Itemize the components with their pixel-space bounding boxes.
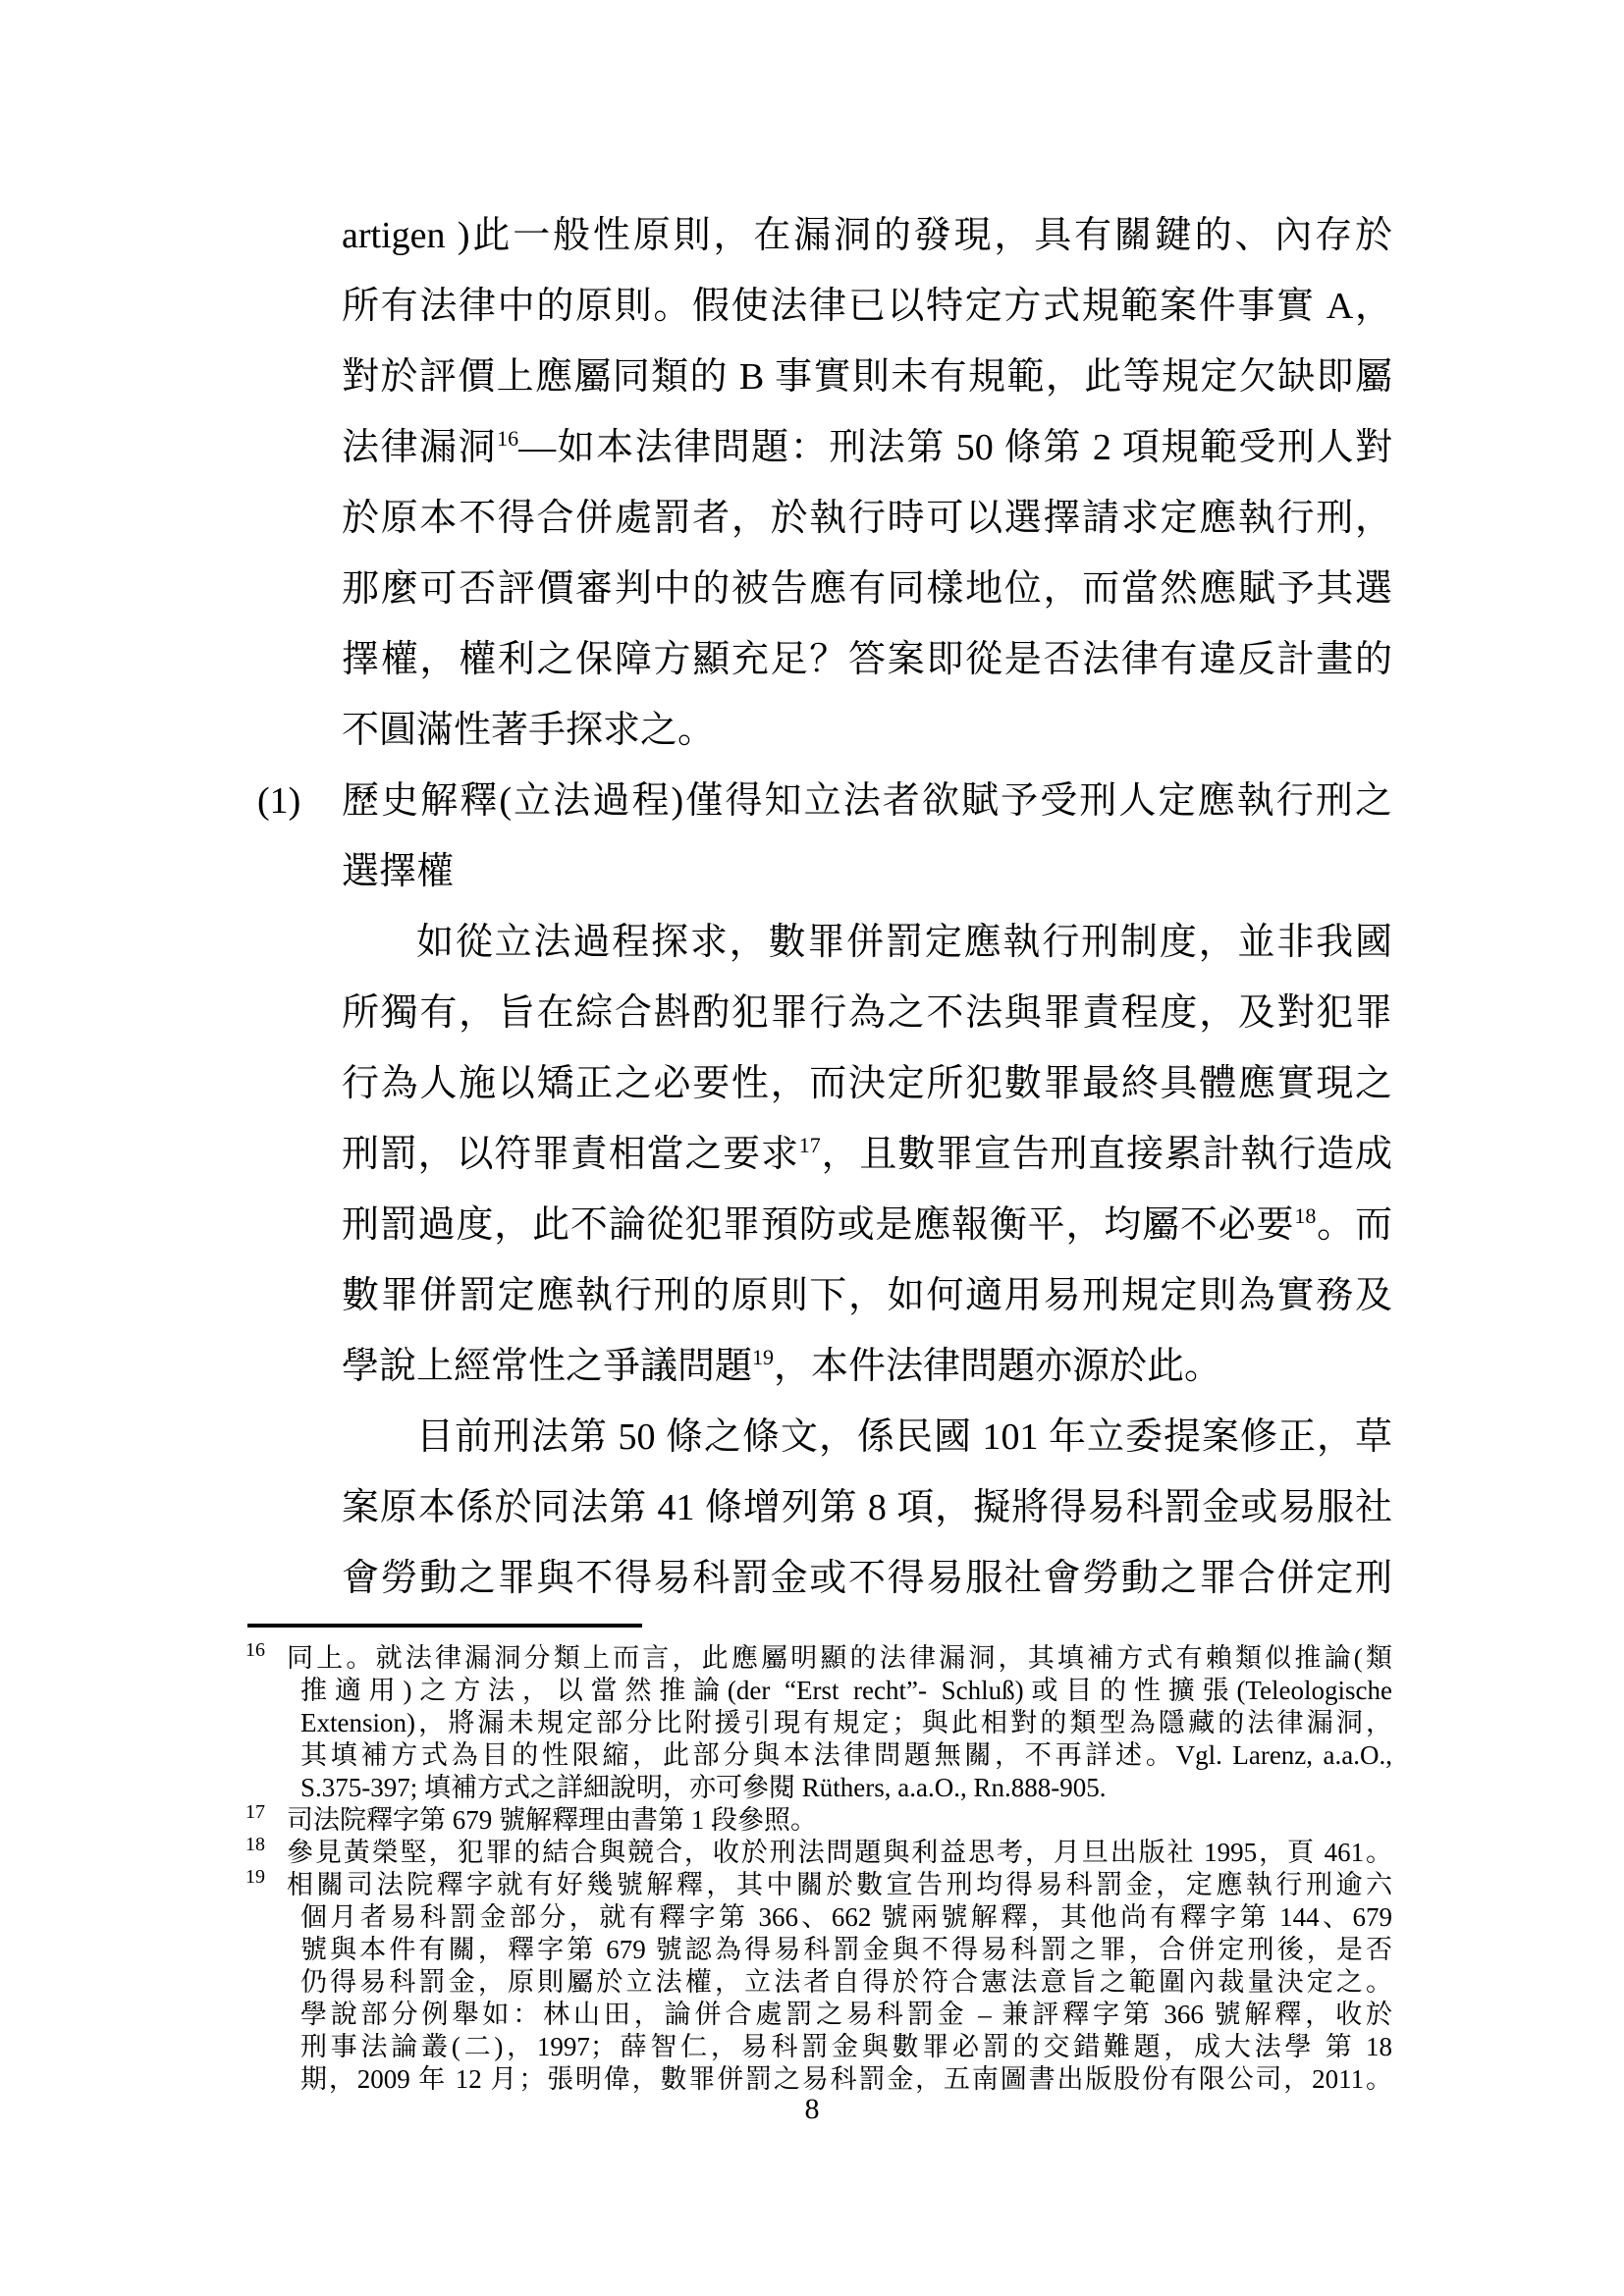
- footnote-ref: 16: [497, 426, 519, 451]
- body-line: 目前刑法第 50 條之條文，係民國 101 年立委提案修正，草: [416, 1416, 1392, 1458]
- body-line: 所獨有，旨在綜合斟酌犯罪行為之不法與罪責程度，及對犯罪: [342, 992, 1392, 1034]
- footnote-line: 司法院釋字第 679 號解釋理由書第 1 段參照。: [287, 1805, 817, 1835]
- footnote-separator: [247, 1624, 642, 1628]
- body-line: [257, 766, 1392, 836]
- footnote-line: 推適用)之方法，以當然推論(der “Erst recht”- Schluß)或目的性擴張(Teleologische: [300, 1676, 1392, 1705]
- footnotes-block: [245, 1639, 1392, 2096]
- body-line: [342, 1190, 1392, 1260]
- body-line-text: 。而: [1316, 1204, 1392, 1246]
- body-line-text: 法律漏洞: [342, 427, 498, 468]
- body-line: [342, 1119, 1392, 1190]
- footnote-marker: 18: [245, 1834, 265, 1855]
- footnote-line: Extension)，將漏未規定部分比附援引現有規定；與此相對的類型為隱藏的法律漏洞，: [300, 1708, 1392, 1737]
- body-line: artigen )此一般性原則，在漏洞的發現，具有關鍵的、內存於: [342, 215, 1392, 256]
- footnote-line: 仍得易科罰金，原則屬於立法權，立法者自得於符合憲法意旨之範圍內裁量決定之。: [300, 1967, 1392, 1997]
- footnote-line: 號與本件有關，釋字第 679 號認為得易科罰金與不得易科罰之罪，合併定刑後，是否: [300, 1935, 1392, 1964]
- footnote-line: 個月者易科罰金部分，就有釋字第 366、662 號兩號解釋，其他尚有釋字第 144、679: [300, 1902, 1392, 1932]
- body-line: 不圓滿性著手探求之。: [342, 710, 716, 751]
- body-line-text: 刑罰過度，此不論從犯罪預防或是應報衡平，均屬不必要: [342, 1204, 1295, 1246]
- footnote-line: 學說部分例舉如：林山田，論併合處罰之易科罰金 – 兼評釋字第 366 號解釋，收於: [300, 2000, 1392, 2029]
- body-line-text: 歷史解釋(立法過程)僅得知立法者欲賦予受刑人定應執行刑之: [342, 780, 1392, 822]
- footnote: [245, 1834, 1392, 1869]
- body-line: 數罪併罰定應執行刑的原則下，如何適用易刑規定則為實務及: [342, 1275, 1392, 1316]
- body-line: 所有法律中的原則。假使法律已以特定方式規範案件事實 A，: [342, 286, 1392, 327]
- page-number: 8: [804, 2093, 820, 2125]
- footnote-line: 其填補方式為目的性限縮，此部分與本法律問題無關，不再詳述。Vgl. Larenz, a.a.O.,: [300, 1740, 1392, 1770]
- body-line: 如從立法過程探求，數罪併罰定應執行刑制度，並非我國: [416, 922, 1392, 963]
- footnote-line: 刑事法論叢(二)，1997；薛智仁，易科罰金與數罪必罰的交錯難題，成大法學 第 18: [300, 2032, 1392, 2061]
- footnote-ref: 18: [1294, 1203, 1317, 1228]
- footnote-line: 同上。就法律漏洞分類上而言，此應屬明顯的法律漏洞，其填補方式有賴類似推論(類: [287, 1643, 1392, 1673]
- body-line-text: ，本件法律問題亦源於此。: [774, 1346, 1222, 1387]
- body-line: 對於評價上應屬同類的 B 事實則未有規範，此等規定欠缺即屬: [342, 356, 1392, 398]
- body-text-block: [257, 200, 1392, 1614]
- body-line: 那麼可否評價審判中的被告應有同樣地位，而當然應賦予其選: [342, 568, 1392, 610]
- list-marker: (1): [257, 780, 301, 822]
- body-line-text: 刑罰，以符罪責相當之要求: [342, 1134, 799, 1175]
- body-line: 會勞動之罪與不得易科罰金或不得易服社會勞動之罪合併定刑: [342, 1558, 1392, 1599]
- footnote-line: 相關司法院釋字就有好幾號解釋，其中關於數宣告刑均得易科罰金，定應執行刑逾六: [287, 1870, 1392, 1899]
- footnote-line: 參見黃榮堅，犯罪的結合與競合，收於刑法問題與利益思考，月旦出版社 1995，頁 461。: [287, 1838, 1392, 1867]
- body-line: 擇權，權利之保障方顯充足？答案即從是否法律有違反計畫的: [342, 639, 1392, 680]
- footnote-marker: 16: [245, 1639, 265, 1661]
- body-line-text: —如本法律問題：刑法第 50 條第 2 項規範受刑人對: [518, 427, 1392, 468]
- footnote: [245, 1801, 1392, 1837]
- footnote-line: S.375-397; 填補方式之詳細說明，亦可參閱 Rüthers, a.a.O., Rn.888-905.: [300, 1773, 1107, 1802]
- body-line: [342, 1331, 1392, 1402]
- footnote: [245, 1639, 1392, 1804]
- body-line-text: 學說上經常性之爭議問題: [342, 1346, 753, 1387]
- body-line: 案原本係於同法第 41 條增列第 8 項，擬將得易科罰金或易服社: [342, 1487, 1392, 1528]
- footnote-ref: 19: [752, 1345, 775, 1369]
- body-line: [342, 412, 1392, 483]
- body-line-text: ，且數罪宣告刑直接累計執行造成: [820, 1134, 1392, 1175]
- body-line: 於原本不得合併處罰者，於執行時可以選擇請求定應執行刑，: [342, 498, 1392, 539]
- body-line: 選擇權: [342, 851, 455, 892]
- body-line: 行為人施以矯正之必要性，而決定所犯數罪最終具體應實現之: [342, 1063, 1392, 1104]
- footnote-marker: 17: [245, 1801, 265, 1823]
- footnote-line: 期，2009 年 12 月；張明偉，數罪併罰之易科罰金，五南圖書出版股份有限公司，2011。: [300, 2064, 1392, 2094]
- footnote-marker: 19: [245, 1866, 265, 1888]
- footnote-ref: 17: [798, 1133, 821, 1157]
- footnote: [245, 1866, 1392, 2096]
